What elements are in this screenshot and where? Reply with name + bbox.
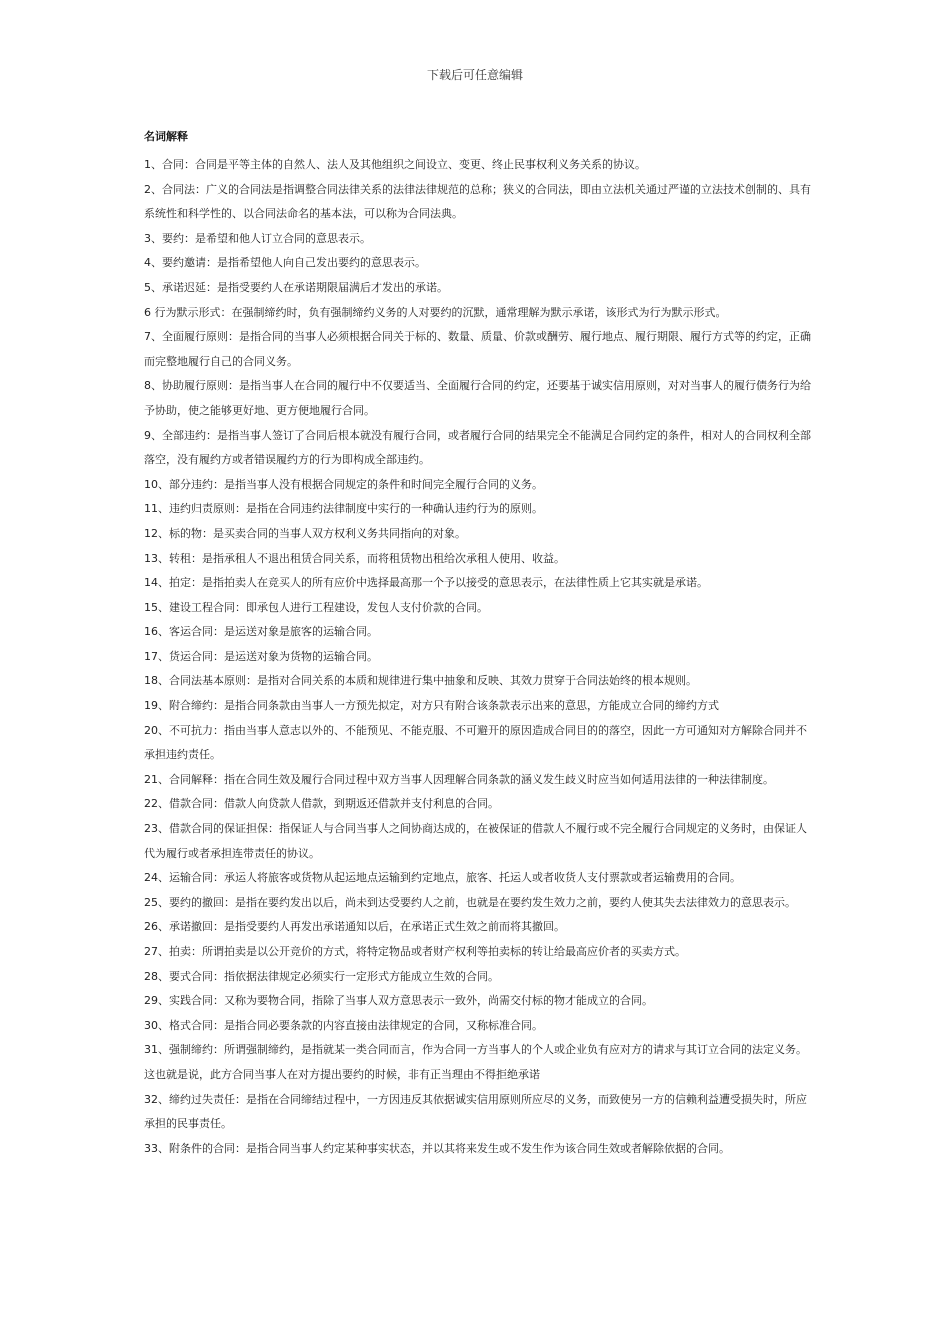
section-title: 名词解释: [144, 130, 188, 143]
term-item-13: 13、转租：是指承租人不退出租赁合同关系，而将租赁物出租给次承租人使用、收益。: [144, 551, 565, 565]
term-item-15: 15、建设工程合同：即承包人进行工程建设，发包人支付价款的合同。: [144, 600, 488, 614]
term-item-26: 26、承诺撤回：是指受要约人再发出承诺通知以后，在承诺正式生效之前而将其撤回。: [144, 920, 565, 934]
term-item-18: 18、合同法基本原则：是指对合同关系的本质和规律进行集中抽象和反映、其效力贯穿于合同法始终的根本规则。: [144, 674, 697, 688]
document-body: [144, 128, 816, 1161]
term-item-9: 9、全部违约：是指当事人签订了合同后根本就没有履行合同，或者履行合同的结果完全不能满足合同约定的条件，相对人的合同权利全部落空，没有履约方或者错误履约方的行为即构成全部违约。: [144, 428, 811, 467]
term-item-2: 2、合同法：广义的合同法是指调整合同法律关系的法律法律规范的总称；狭义的合同法，即由立法机关通过严谨的立法技术创制的、具有系统性和科学性的、以合同法命名的基本法，可以称为合同法典。: [144, 182, 811, 221]
term-item-30: 30、格式合同：是指合同必要条款的内容直接由法律规定的合同，又称标准合同。: [144, 1018, 543, 1032]
term-item-24: 24、运输合同：承运人将旅客或货物从起运地点运输到约定地点，旅客、托运人或者收货人支付票款或者运输费用的合同。: [144, 871, 741, 885]
term-item-17: 17、货运合同：是运送对象为货物的运输合同。: [144, 649, 378, 663]
term-list: [144, 153, 816, 1161]
term-item-28: 28、要式合同：指依据法律规定必须实行一定形式方能成立生效的合同。: [144, 969, 499, 983]
term-item-29: 29、实践合同：又称为要物合同，指除了当事人双方意思表示一致外，尚需交付标的物才能成立的合同。: [144, 994, 653, 1008]
term-item-1: 1、合同：合同是平等主体的自然人、法人及其他组织之间设立、变更、终止民事权利义务关系的协议。: [144, 158, 646, 171]
term-item-25: 25、要约的撤回：是指在要约发出以后，尚未到达受要约人之前，也就是在要约发生效力之前，要约人使其失去法律效力的意思表示。: [144, 895, 796, 909]
term-item-22: 22、借款合同：借款人向贷款人借款，到期返还借款并支付利息的合同。: [144, 797, 499, 811]
term-item-3: 3、要约：是希望和他人订立合同的意思表示。: [144, 231, 371, 245]
term-item-6: 6 行为默示形式：在强制缔约时，负有强制缔约义务的人对要约的沉默，通常理解为默示承诺，该形式为行为默示形式。: [144, 305, 727, 319]
term-item-23: 23、借款合同的保证担保：指保证人与合同当事人之间协商达成的，在被保证的借款人不履行或不完全履行合同规定的义务时，由保证人代为履行或者承担连带责任的协议。: [144, 822, 807, 860]
term-item-5: 5、承诺迟延：是指受要约人在承诺期限届满后才发出的承诺。: [144, 280, 448, 294]
term-item-4: 4、要约邀请：是指希望他人向自己发出要约的意思表示。: [144, 256, 426, 270]
term-item-27: 27、拍卖：所谓拍卖是以公开竞价的方式，将特定物品或者财产权利等拍卖标的转让给最高应价者的买卖方式。: [144, 945, 686, 958]
term-item-12: 12、标的物：是买卖合同的当事人双方权利义务共同指向的对象。: [144, 526, 466, 540]
term-item-19: 19、附合缔约：是指合同条款由当事人一方预先拟定，对方只有附合该条款表示出来的意思，方能成立合同的缔约方式: [144, 699, 719, 713]
term-item-31: 31、强制缔约：所谓强制缔约，是指就某一类合同而言，作为合同一方当事人的个人或企业负有应对方的请求与其订立合同的法定义务。这也就是说，此方合同当事人在对方提出要约的时候，非有正当理由不得拒绝承诺: [144, 1043, 807, 1081]
term-item-7: 7、全面履行原则：是指合同的当事人必须根据合同关于标的、数量、质量、价款或酬劳、履行地点、履行期限、履行方式等的约定，正确而完整地履行自己的合同义务。: [144, 330, 811, 368]
term-item-20: 20、不可抗力：指由当事人意志以外的、不能预见、不能克服、不可避开的原因造成合同目的的落空，因此一方可通知对方解除合同并不承担违约责任。: [144, 723, 807, 762]
term-item-32: 32、缔约过失责任：是指在合同缔结过程中，一方因违反其依据诚实信用原则所应尽的义务，而致使另一方的信赖利益遭受损失时，所应承担的民事责任。: [144, 1092, 807, 1131]
term-item-33: 33、附条件的合同：是指合同当事人约定某种事实状态，并以其将来发生或不发生作为该合同生效或者解除依据的合同。: [144, 1141, 730, 1155]
term-item-21: 21、合同解释：指在合同生效及履行合同过程中双方当事人因理解合同条款的涵义发生歧义时应当如何适用法律的一种法律制度。: [144, 772, 774, 786]
term-item-8: 8、协助履行原则：是指当事人在合同的履行中不仅要适当、全面履行合同的约定，还要基于诚实信用原则，对对当事人的履行债务行为给予协助，使之能够更好地、更方便地履行合同。: [144, 379, 811, 417]
term-item-16: 16、客运合同：是运送对象是旅客的运输合同。: [144, 625, 378, 639]
page-header-note: 下载后可任意编辑: [426, 68, 523, 82]
term-item-11: 11、违约归责原则：是指在合同违约法律制度中实行的一种确认违约行为的原则。: [144, 502, 543, 516]
term-item-14: 14、拍定：是指拍卖人在竞买人的所有应价中选择最高那一个予以接受的意思表示，在法律性质上它其实就是承诺。: [144, 576, 708, 590]
term-item-10: 10、部分违约：是指当事人没有根据合同规定的条件和时间完全履行合同的义务。: [144, 477, 543, 491]
